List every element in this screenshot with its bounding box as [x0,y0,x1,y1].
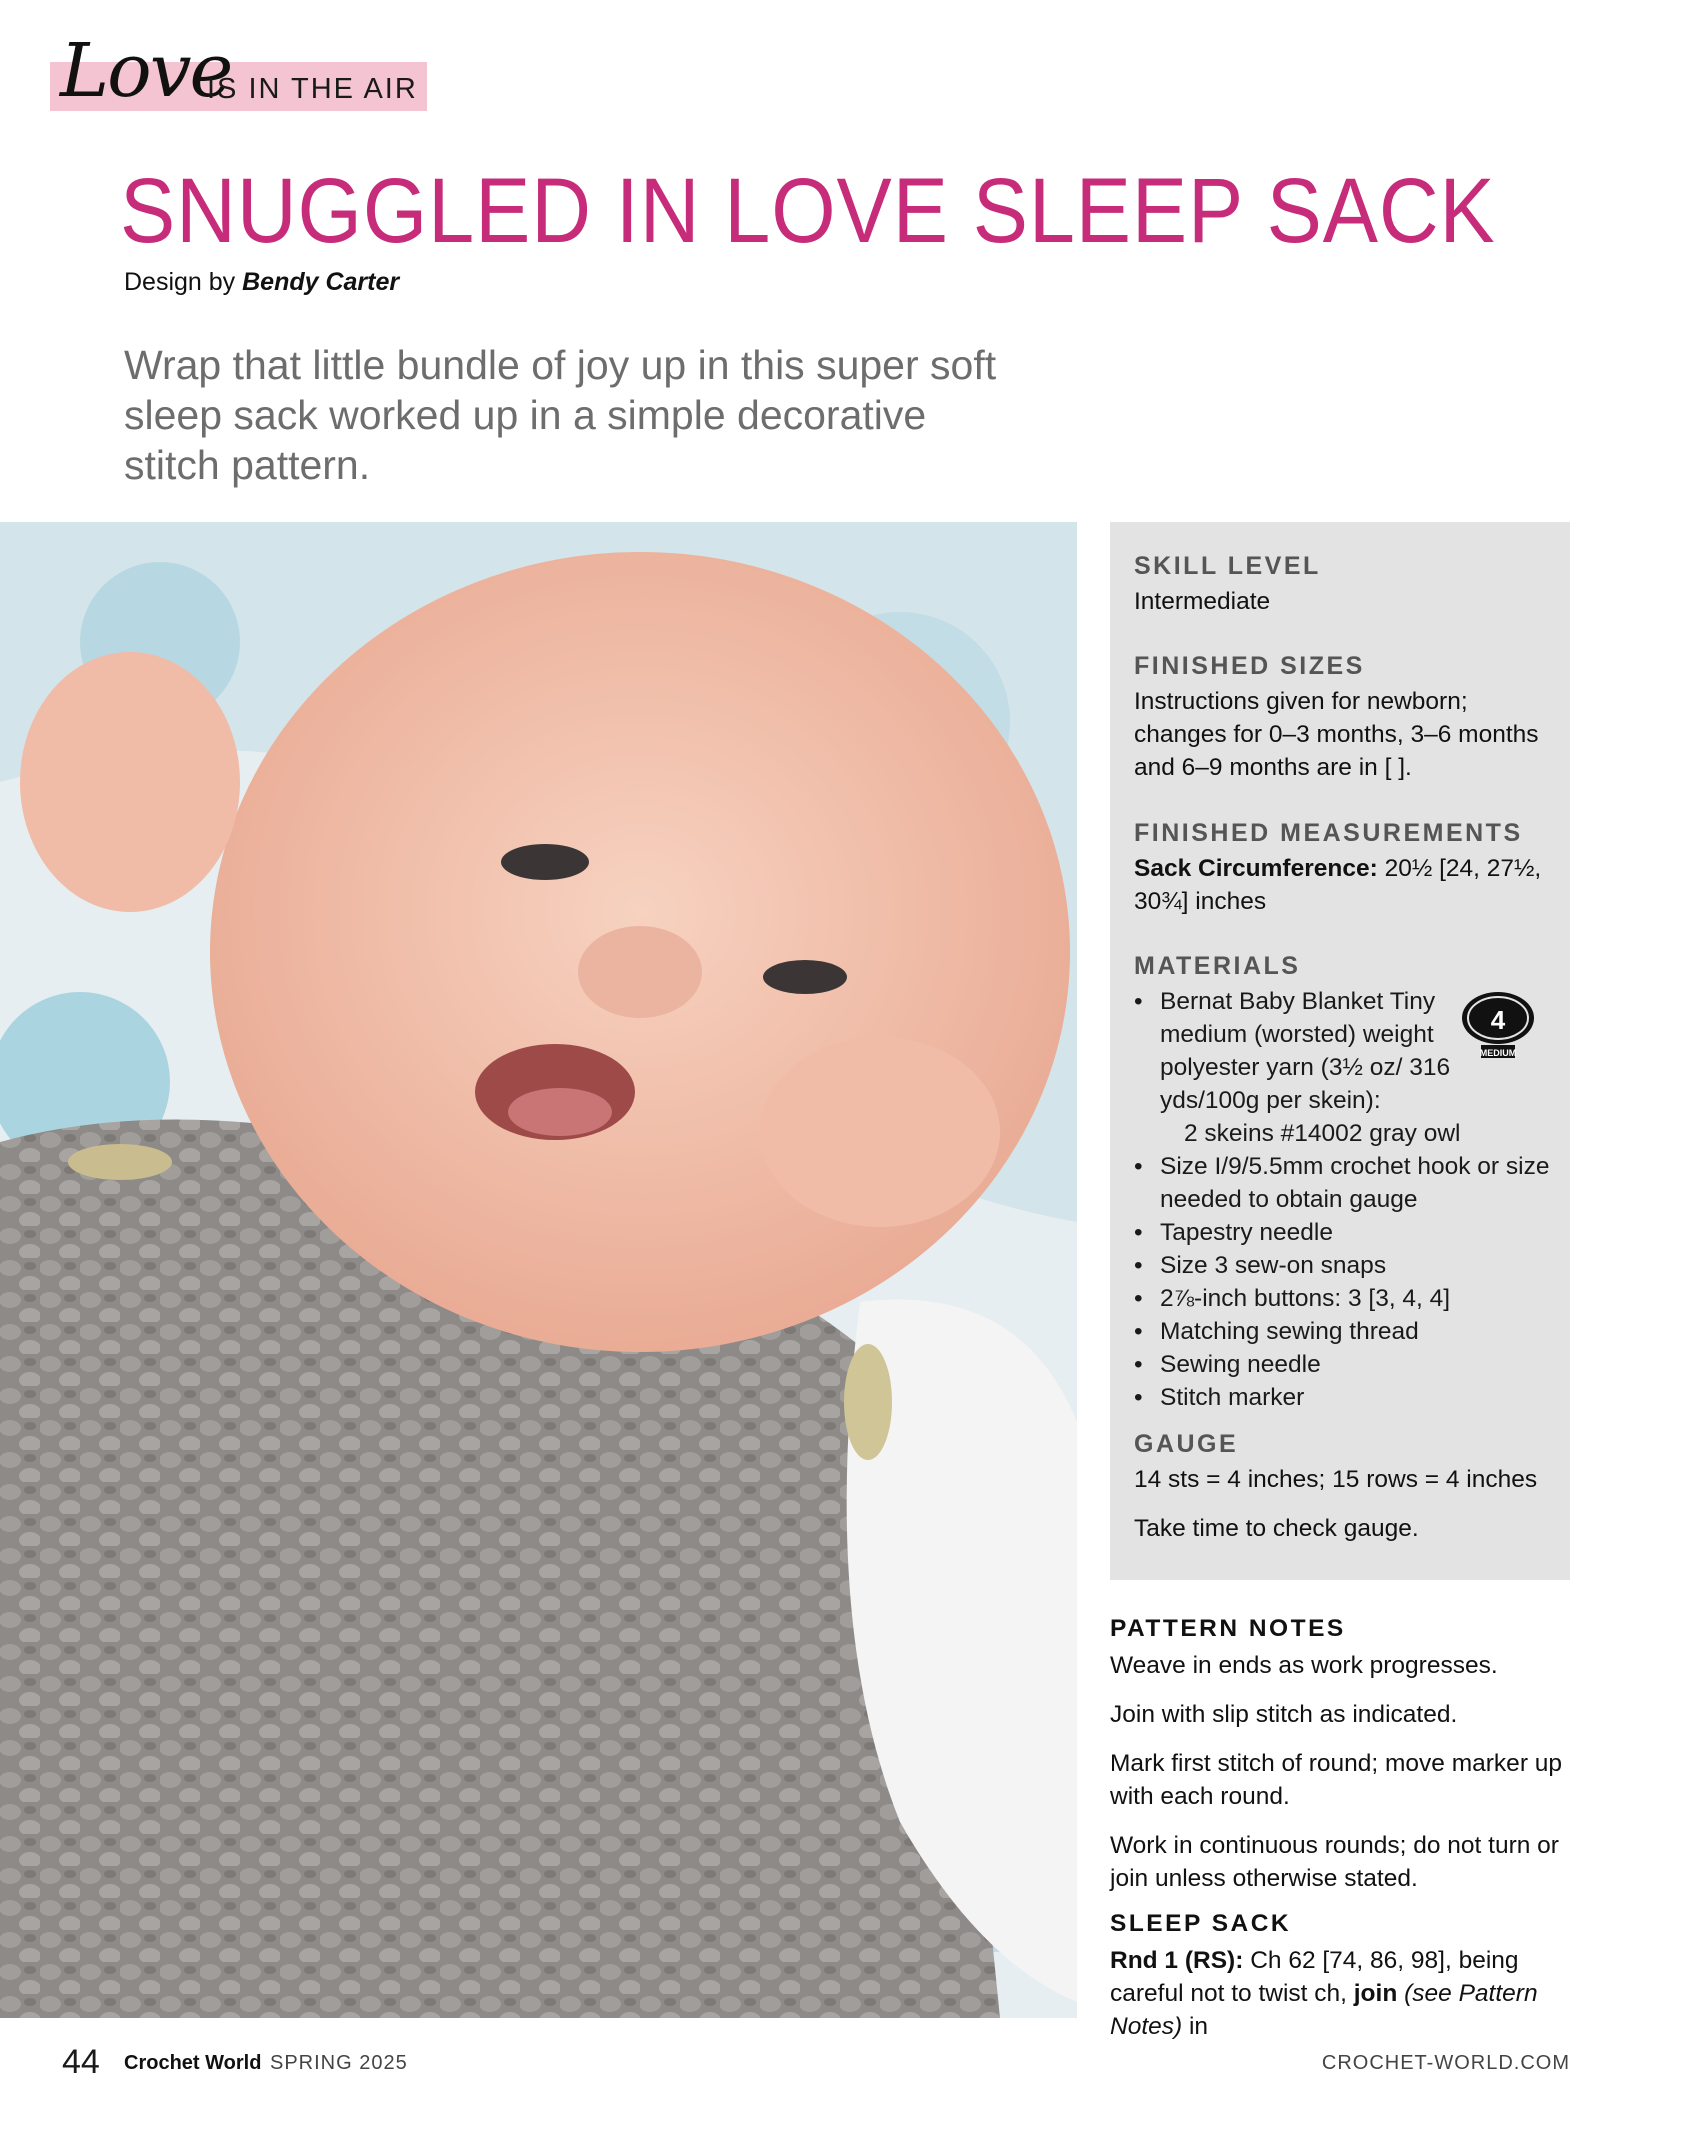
page-title: SNUGGLED IN LOVE SLEEP SACK [120,160,1496,262]
yarn-weight-icon [1459,990,1537,1062]
material-item: • Bernat Baby Blanket Tiny medium (worsted) weight polyester yarn (3½ oz/ 316 yds/100g per skein): [1134,985,1460,1117]
gauge-note: Take time to check gauge. [1134,1515,1419,1542]
intro-text: Wrap that little bundle of joy up in this super soft sleep sack worked up in a simple decorative stitch pattern. [124,342,997,488]
issue-label: SPRING 2025 [270,2052,408,2074]
pattern-note: Join with slip stitch as indicated. [1110,1701,1458,1728]
yarn-weight-label: MEDIUM [1479,1048,1517,1058]
pattern-notes-heading: PATTERN NOTES [1110,1615,1346,1642]
measurement-label: Sack Circumference: [1134,855,1378,882]
material-item: • 2⅞-inch buttons: 3 [3, 4, 4] [1134,1282,1554,1315]
byline [124,268,399,297]
see-notes-ref: (see Pattern Notes) [1110,1980,1538,2040]
byline-prefix: Design by [124,268,236,296]
material-item: • Size 3 sew-on snaps [1134,1249,1554,1282]
sleep-sack-instructions [1110,1944,1580,2043]
round-text: Ch 62 [74, 86, 98], being careful not to twist ch, [1110,1947,1519,2007]
yarn-weight-number: 4 [1490,1005,1506,1035]
website-url: CROCHET-WORLD.COM [1321,2052,1570,2074]
materials-sidebar [1110,522,1570,1580]
material-item: 2 skeins #14002 gray owl [1184,1120,1461,1147]
pattern-column [1110,1612,1580,2059]
pattern-note: Weave in ends as work progresses. [1110,1652,1498,1679]
join-term: join [1353,1980,1398,2007]
material-item: • Stitch marker [1134,1381,1554,1414]
material-item: • Matching sewing thread [1134,1315,1554,1348]
skill-level-heading: SKILL LEVEL [1134,552,1321,580]
designer-name: Bendy Carter [242,268,400,296]
material-item: • Sewing needle [1134,1348,1554,1381]
section-tag-text: IS IN THE AIR [207,73,418,105]
finished-sizes-section [1134,652,1554,784]
finished-measurements-section [1134,819,1554,918]
material-item: • Tapestry needle [1134,1216,1554,1249]
gauge-section [1134,1430,1554,1545]
skill-level-value: Intermediate [1134,588,1271,615]
materials-section [1134,952,1554,1414]
pattern-note: Work in continuous rounds; do not turn or join unless otherwise stated. [1110,1832,1559,1892]
materials-heading: MATERIALS [1134,952,1301,980]
sleep-sack-heading: SLEEP SACK [1110,1910,1292,1937]
finished-measurements-heading: FINISHED MEASUREMENTS [1134,819,1523,847]
pattern-note: Mark first stitch of round; move marker up with each round. [1110,1750,1563,1810]
round-label: Rnd 1 (RS): [1110,1947,1244,1974]
page-number: 44 [62,2043,100,2081]
finished-measurements-value [1134,852,1554,918]
material-item: • Size I/9/5.5mm crochet hook or size needed to obtain gauge [1134,1150,1554,1216]
baby-photo-illustration [0,522,1077,2018]
finished-sizes-value: Instructions given for newborn; changes for 0–3 months, 3–6 months and 6–9 months are in [ ]. [1134,688,1539,781]
gauge-value: 14 sts = 4 inches; 15 rows = 4 inches [1134,1466,1538,1493]
finished-sizes-heading: FINISHED SIZES [1134,652,1365,680]
measurement-value: 20½ [24, 27½, 30¾] inches [1134,855,1542,915]
round-text-end: in [1188,2013,1209,2040]
skill-level-section [1134,552,1554,618]
section-tag-script: Love [60,28,232,114]
gauge-heading: GAUGE [1134,1430,1239,1458]
baby-photo [0,522,1077,2018]
magazine-name: Crochet World [124,2052,262,2074]
